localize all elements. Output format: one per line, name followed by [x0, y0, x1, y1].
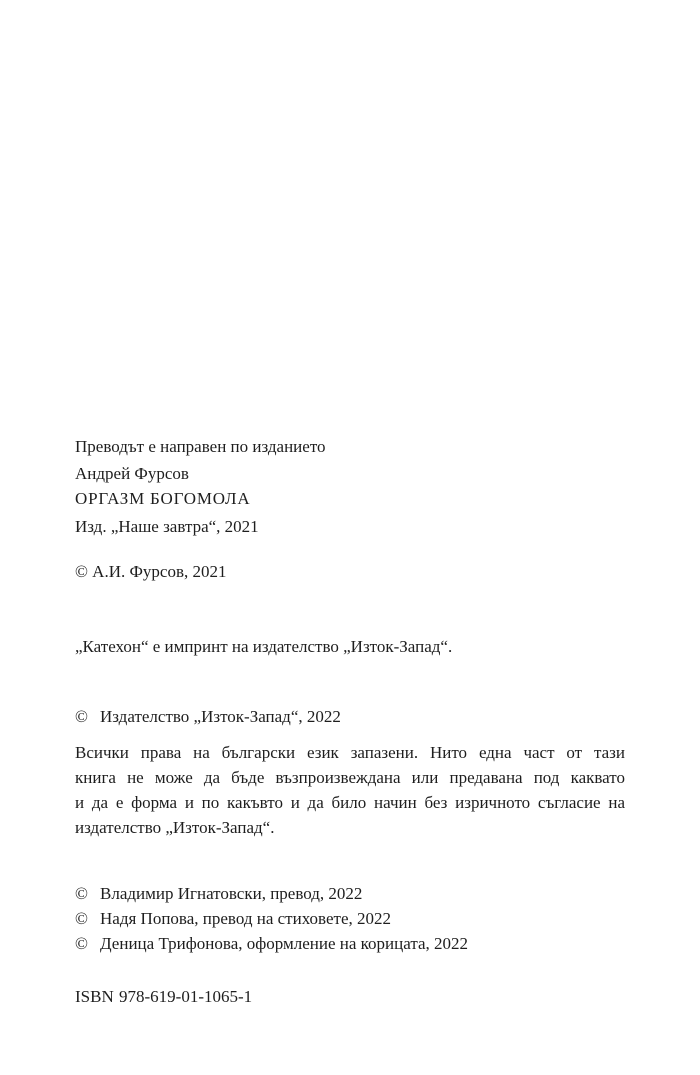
credit-verse-translator	[75, 909, 391, 929]
copyright-symbol: ©	[75, 909, 88, 928]
rights-paragraph	[75, 740, 625, 840]
copyright-symbol: ©	[75, 707, 88, 726]
original-title: ОРГАЗМ БОГОМОЛА	[75, 489, 251, 508]
publisher-copyright-text: Издателство „Изток-Запад“, 2022	[100, 707, 341, 726]
rights-line: Всички права на български език запазени. Нито една част от тази	[75, 743, 625, 762]
original-copyright: © А.И. Фурсов, 2021	[75, 562, 227, 581]
credit-text: Надя Попова, превод на стиховете, 2022	[100, 909, 391, 928]
isbn-label: ISBN	[75, 987, 114, 1006]
source-note: Преводът е направен по изданието	[75, 437, 326, 456]
credit-text: Деница Трифонова, оформление на корицата, 2022	[100, 934, 469, 953]
isbn	[75, 987, 252, 1007]
isbn-number: 978-619-01-1065-1	[119, 987, 253, 1006]
credit-text: Владимир Игнатовски, превод, 2022	[100, 884, 363, 903]
original-author: Андрей Фурсов	[75, 464, 189, 483]
rights-line: книга не може да бъде възпроизвеждана или предавана под каквато	[75, 768, 625, 787]
credit-translator	[75, 884, 362, 904]
copyright-symbol: ©	[75, 884, 88, 903]
credit-cover-design	[75, 934, 468, 954]
copyright-symbol: ©	[75, 934, 88, 953]
rights-line: издателство „Изток-Запад“.	[75, 818, 275, 837]
imprint-note: „Катехон“ е импринт на издателство „Изток-Запад“.	[75, 637, 453, 656]
rights-line: и да е форма и по какъвто и да било начин без изричното съгласие на	[75, 793, 625, 812]
publisher-copyright	[75, 707, 341, 727]
original-publisher: Изд. „Наше завтра“, 2021	[75, 517, 259, 536]
